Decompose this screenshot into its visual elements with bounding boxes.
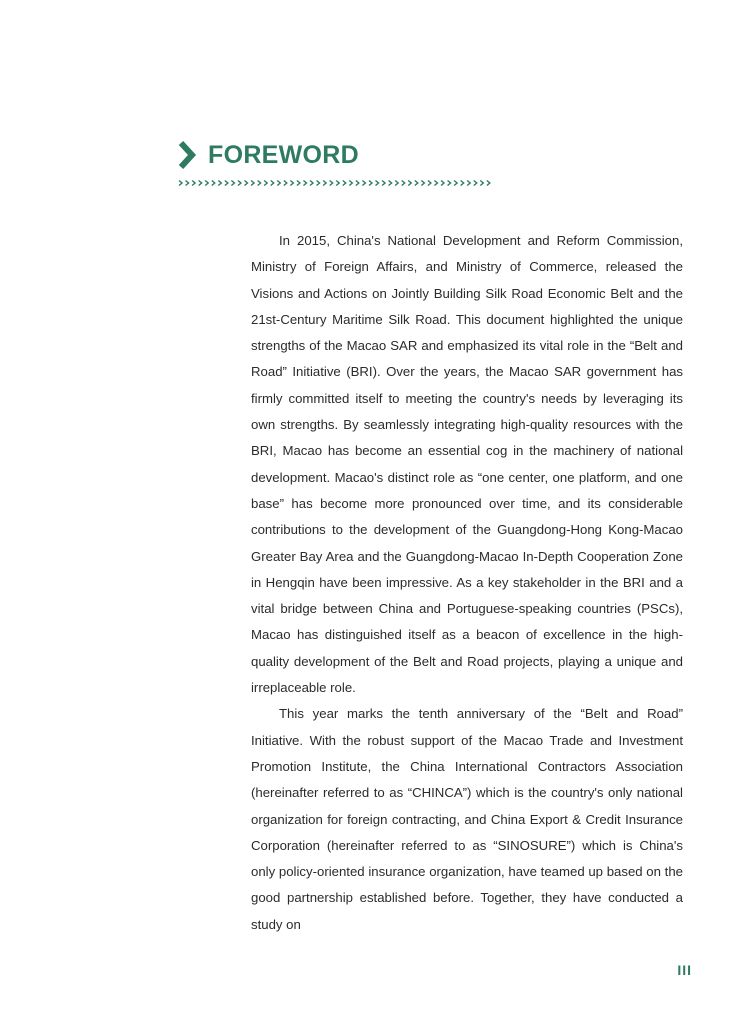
divider-chevron xyxy=(461,181,464,186)
chevron-right-icon xyxy=(178,140,200,170)
divider-chevron xyxy=(212,181,215,186)
divider-chevron xyxy=(448,181,451,186)
divider-chevron xyxy=(415,181,418,186)
divider-chevron xyxy=(369,181,372,186)
foreword-body xyxy=(251,228,683,938)
divider-chevron xyxy=(179,181,182,186)
divider-chevron xyxy=(264,181,267,186)
divider-chevron xyxy=(382,181,385,186)
divider-chevron xyxy=(376,181,379,186)
divider-chevron xyxy=(441,181,444,186)
divider-chevron xyxy=(330,181,333,186)
paragraph-2: This year marks the tenth anniversary of the “Belt and Road” Initiative. With the robust support of the Macao Trade and Investment Promotion Institute, the China International Contractors Association (hereinafter referred to as “CHINCA”) which is the country's only national organization for foreign contracting, and China Export & Credit Insurance Corporation (hereinafter referred to as “SINOSURE”) which is China's only policy-oriented insurance organization, have teamed up based on the good partnership established before. Together, they have conducted a study on xyxy=(251,706,683,932)
divider-chevron xyxy=(205,181,208,186)
divider-chevron xyxy=(310,181,313,186)
divider-chevron xyxy=(238,181,241,186)
divider-chevron xyxy=(389,181,392,186)
divider-chevron xyxy=(395,181,398,186)
divider-chevron xyxy=(218,181,221,186)
divider-chevron xyxy=(251,181,254,186)
divider-chevron xyxy=(336,181,339,186)
divider-chevron xyxy=(421,181,424,186)
paragraph-1: In 2015, China's National Development and Reform Commission, Ministry of Foreign Affairs, and Ministry of Commerce, released the Visions and Actions on Jointly Building Silk Road Economic Belt and the 21st-Century Maritime Silk Road. This document highlighted the unique strengths of the Macao SAR and emphasized its vital role in the “Belt and Road” Initiative (BRI). Over the years, the Macao SAR government has firmly committed itself to meeting the country's needs by leveraging its own strengths. By seamlessly integrating high-quality resources with the BRI, Macao has become an essential cog in the machinery of national development. Macao's distinct role as “one center, one platform, and one base” has become more pronounced over time, and its considerable contributions to the development of the Guangdong-Hong Kong-Macao Greater Bay Area and the Guangdong-Macao In-Depth Cooperation Zone in Hengqin have been impressive. As a key stakeholder in the BRI and a vital bridge between China and Portuguese-speaking countries (PSCs), Macao has distinguished itself as a beacon of excellence in the high-quality development of the Belt and Road projects, playing a unique and irreplaceable role. xyxy=(251,233,683,696)
divider-chevron xyxy=(356,181,359,186)
divider-chevron xyxy=(480,181,483,186)
divider-chevron xyxy=(297,181,300,186)
divider-chevron xyxy=(192,181,195,186)
divider-chevron xyxy=(402,181,405,186)
divider-chevron xyxy=(199,181,202,186)
divider-chevron xyxy=(343,181,346,186)
divider-chevron xyxy=(271,181,274,186)
divider-chevron xyxy=(408,181,411,186)
divider-chevron xyxy=(317,181,320,186)
divider-chevron xyxy=(362,181,365,186)
chevron-row-divider xyxy=(178,178,496,188)
divider-chevron xyxy=(284,181,287,186)
divider-chevron xyxy=(428,181,431,186)
divider-chevron xyxy=(323,181,326,186)
page-title: FOREWORD xyxy=(208,141,359,169)
divider-chevron xyxy=(290,181,293,186)
divider-chevron xyxy=(487,181,490,186)
divider-chevron xyxy=(258,181,261,186)
divider-chevron xyxy=(474,181,477,186)
divider-chevron xyxy=(231,181,234,186)
divider-chevron xyxy=(454,181,457,186)
divider-chevron xyxy=(245,181,248,186)
divider-chevron xyxy=(186,181,189,186)
foreword-heading xyxy=(178,140,359,170)
divider-chevron xyxy=(467,181,470,186)
page-number: III xyxy=(677,962,692,978)
divider-chevron xyxy=(303,181,306,186)
divider-chevron xyxy=(277,181,280,186)
divider-chevron xyxy=(349,181,352,186)
divider-chevron xyxy=(434,181,437,186)
divider-chevron xyxy=(225,181,228,186)
